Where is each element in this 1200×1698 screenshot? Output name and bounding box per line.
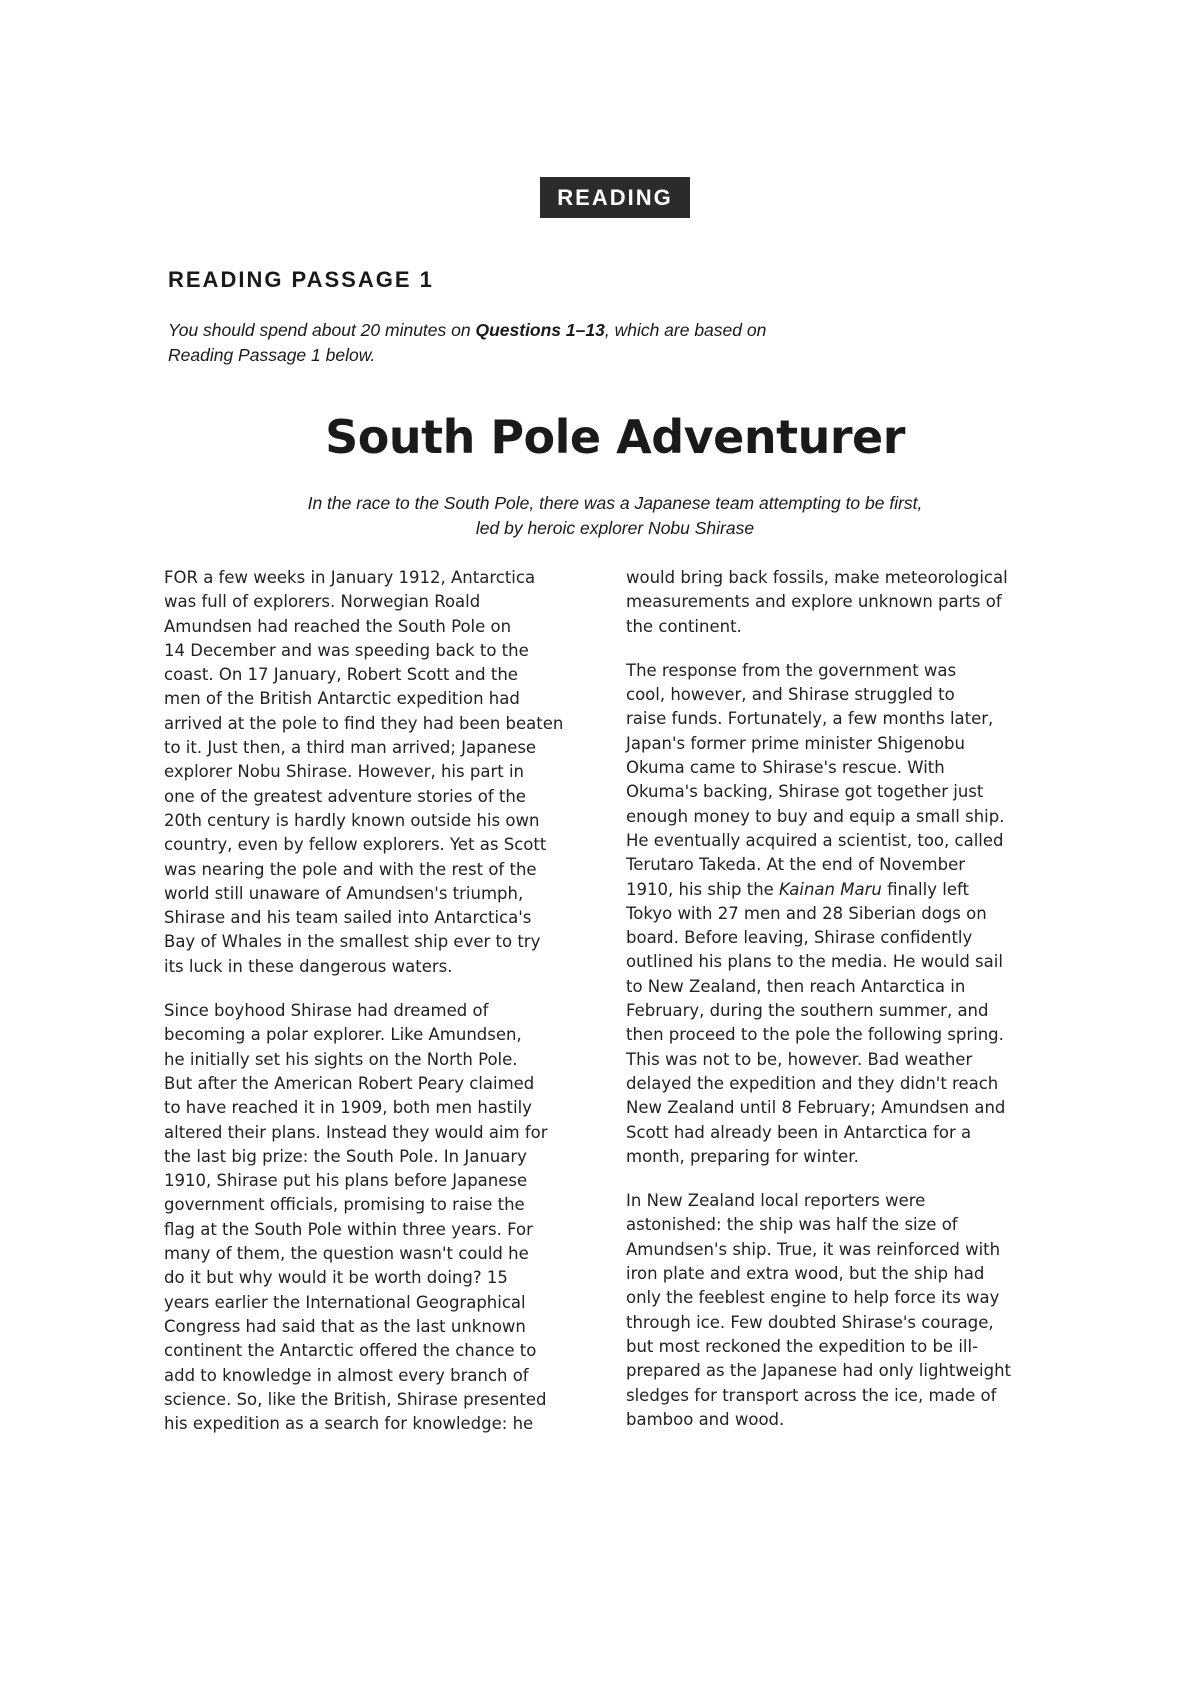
text-line: science. So, like the British, Shirase presented [164, 1389, 547, 1409]
text-line: would bring back fossils, make meteorological [626, 568, 1008, 587]
text-line: Scott had already been in Antarctica for a [626, 1122, 972, 1142]
text-line: continent the Antarctic offered the chance to [164, 1341, 537, 1361]
text-line: to have reached it in 1909, both men hastily [164, 1098, 532, 1118]
text-line: add to knowledge in almost every branch of [164, 1365, 529, 1385]
text-line: do it but why would it be worth doing? 15 [164, 1268, 508, 1288]
text-line: Bay of Whales in the smallest ship ever to try [164, 932, 541, 952]
paragraph [164, 566, 604, 979]
standfirst-line: In the race to the South Pole, there was a Japanese team attempting to be first, [307, 493, 923, 513]
article-title: South Pole Adventurer [325, 410, 905, 464]
text-line: Okuma's backing, Shirase got together just [626, 782, 984, 802]
text-line: measurements and explore unknown parts of [626, 592, 1002, 612]
text-line: its luck in these dangerous waters. [164, 956, 453, 976]
text-line: 14 December and was speeding back to the [164, 640, 529, 660]
text-line: Congress had said that as the last unknown [164, 1316, 526, 1336]
text-line: iron plate and extra wood, but the ship had [626, 1264, 985, 1284]
text-line: altered their plans. Instead they would aim for [164, 1122, 548, 1142]
text-line: many of them, the question wasn't could he [164, 1244, 529, 1264]
text-line: explorer Nobu Shirase. However, his part in [164, 762, 524, 782]
text-line: In New Zealand local reporters were [626, 1191, 926, 1211]
text-line: outlined his plans to the media. He would sail [626, 952, 1003, 972]
text-line: Amundsen's ship. True, it was reinforced with [626, 1239, 1001, 1259]
paragraph [626, 566, 1066, 639]
text-line: He eventually acquired a scientist, too, called [626, 830, 1004, 850]
text-line: The response from the government was [626, 660, 957, 680]
text-line: was full of explorers. Norwegian Roald [164, 592, 481, 612]
article-standfirst [0, 491, 1200, 541]
text-line: becoming a polar explorer. Like Amundsen, [164, 1025, 522, 1045]
text-line: bamboo and wood. [626, 1409, 785, 1429]
paragraph [164, 999, 604, 1436]
text-line: arrived at the pole to find they had been beaten [164, 713, 564, 733]
text-line: raise funds. Fortunately, a few months later, [626, 709, 994, 729]
instructions-text: , which are based on [604, 320, 767, 340]
section-badge: READING [540, 177, 690, 218]
paragraph [626, 1189, 1066, 1432]
text-line-part: finally left [881, 879, 969, 899]
instructions-questions: Questions 1–13 [475, 320, 605, 340]
text-line: Okuma came to Shirase's rescue. With [626, 758, 945, 778]
text-line: Tokyo with 27 men and 28 Siberian dogs on [626, 903, 987, 923]
ship-name: Kainan Maru [779, 879, 882, 899]
text-line: then proceed to the pole the following spring. [626, 1025, 1004, 1045]
text-line: FOR a few weeks in January 1912, Antarctica [164, 568, 536, 587]
article-column-right [626, 566, 1066, 1452]
text-line: to it. Just then, a third man arrived; Japanese [164, 738, 537, 758]
text-line: only the feeblest engine to help force its way [626, 1288, 1000, 1308]
text-line-part: 1910, his ship the [626, 879, 780, 899]
text-line: Since boyhood Shirase had dreamed of [164, 1001, 489, 1021]
paragraph [626, 659, 1066, 1169]
text-line: coast. On 17 January, Robert Scott and the [164, 665, 518, 685]
text-line: 1910, Shirase put his plans before Japanese [164, 1171, 528, 1191]
text-line: country, even by fellow explorers. Yet as Scott [164, 835, 547, 855]
text-line: Shirase and his team sailed into Antarctica's [164, 908, 532, 928]
text-line: astonished: the ship was half the size of [626, 1215, 958, 1235]
text-line: government officials, promising to raise the [164, 1195, 525, 1215]
text-line: 20th century is hardly known outside his own [164, 810, 540, 830]
text-line: Japan's former prime minister Shigenobu [626, 733, 965, 753]
text-line: New Zealand until 8 February; Amundsen and [626, 1098, 1006, 1118]
text-line [626, 878, 1066, 902]
instructions-text: You should spend about 20 minutes on [168, 320, 476, 340]
text-line: board. Before leaving, Shirase confidently [626, 928, 973, 948]
text-line: was nearing the pole and with the rest of the [164, 859, 537, 879]
text-line: February, during the southern summer, and [626, 1001, 989, 1021]
text-line: world still unaware of Amundsen's triumph, [164, 883, 524, 903]
standfirst-line: led by heroic explorer Nobu Shirase [475, 518, 755, 538]
text-line: to New Zealand, then reach Antarctica in [626, 976, 966, 996]
text-line: delayed the expedition and they didn't reach [626, 1073, 999, 1093]
passage-heading: READING PASSAGE 1 [168, 267, 434, 292]
text-line: years earlier the International Geographical [164, 1292, 526, 1312]
text-line: enough money to buy and equip a small ship. [626, 806, 1005, 826]
text-line: the last big prize: the South Pole. In January [164, 1146, 527, 1166]
text-line: the continent. [626, 616, 742, 636]
text-line: Amundsen had reached the South Pole on [164, 616, 512, 636]
text-line: his expedition as a search for knowledge: he [164, 1414, 534, 1434]
text-line: but most reckoned the expedition to be ill- [626, 1336, 979, 1356]
text-line: Terutaro Takeda. At the end of November [626, 855, 966, 875]
instructions-text: Reading Passage 1 below. [168, 345, 376, 365]
text-line: This was not to be, however. Bad weather [626, 1049, 973, 1069]
text-line: cool, however, and Shirase struggled to [626, 685, 955, 705]
text-line: But after the American Robert Peary claimed [164, 1073, 535, 1093]
text-line: prepared as the Japanese had only lightweight [626, 1361, 1011, 1381]
instructions [168, 318, 888, 368]
text-line: flag at the South Pole within three years. For [164, 1219, 533, 1239]
text-line: men of the British Antarctic expedition had [164, 689, 520, 709]
article-column-left [164, 566, 604, 1456]
text-line: one of the greatest adventure stories of the [164, 786, 526, 806]
text-line: through ice. Few doubted Shirase's courage, [626, 1312, 994, 1332]
text-line: he initially set his sights on the North Pole. [164, 1049, 518, 1069]
text-line: sledges for transport across the ice, made of [626, 1385, 997, 1405]
text-line: month, preparing for winter. [626, 1146, 859, 1166]
